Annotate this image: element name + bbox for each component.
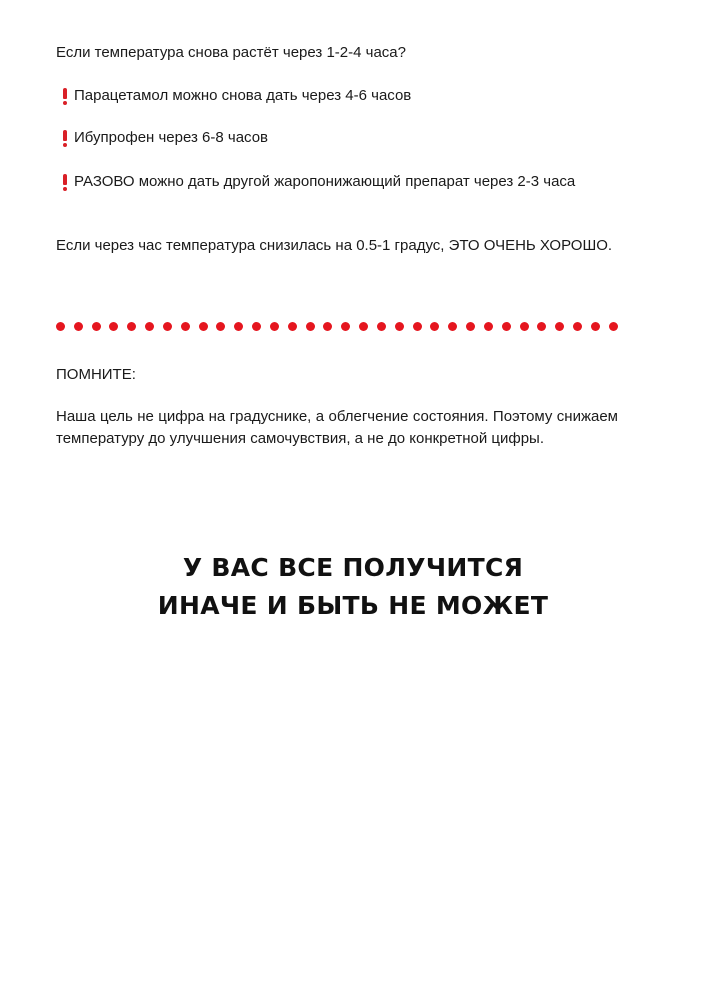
bullet-item [56, 171, 575, 193]
bullet-text: Парацетамол можно снова дать через 4-6 часов [74, 87, 412, 104]
bullet-item [56, 127, 268, 149]
headline-line-1: У ВАС ВСЕ ПОЛУЧИТСЯ [182, 553, 524, 582]
exclamation-icon [60, 87, 72, 105]
remember-label: ПОМНИТЕ: [56, 366, 136, 383]
exclamation-icon [60, 129, 72, 147]
bullet-item [56, 85, 411, 107]
bullet-text: Ибупрофен через 6-8 часов [74, 129, 269, 146]
question-text: Если температура снова растёт через 1-2-4 часа? [56, 44, 406, 61]
headline-line-2: ИНАЧЕ И БЫТЬ НЕ МОЖЕТ [157, 591, 549, 620]
bullet-text: РАЗОВО можно дать другой жаропонижающий препарат через 2-3 часа [74, 173, 576, 190]
remember-paragraph: Наша цель не цифра на градуснике, а облегчение состояния. Поэтому снижаем температуру до улучшения самочувствия, а не до конкретной цифры. [56, 408, 618, 447]
good-sign-paragraph: Если через час температура снизилась на 0.5-1 градус, ЭТО ОЧЕНЬ ХОРОШО. [56, 237, 613, 254]
dotted-divider [56, 322, 618, 331]
exclamation-icon [60, 173, 72, 191]
